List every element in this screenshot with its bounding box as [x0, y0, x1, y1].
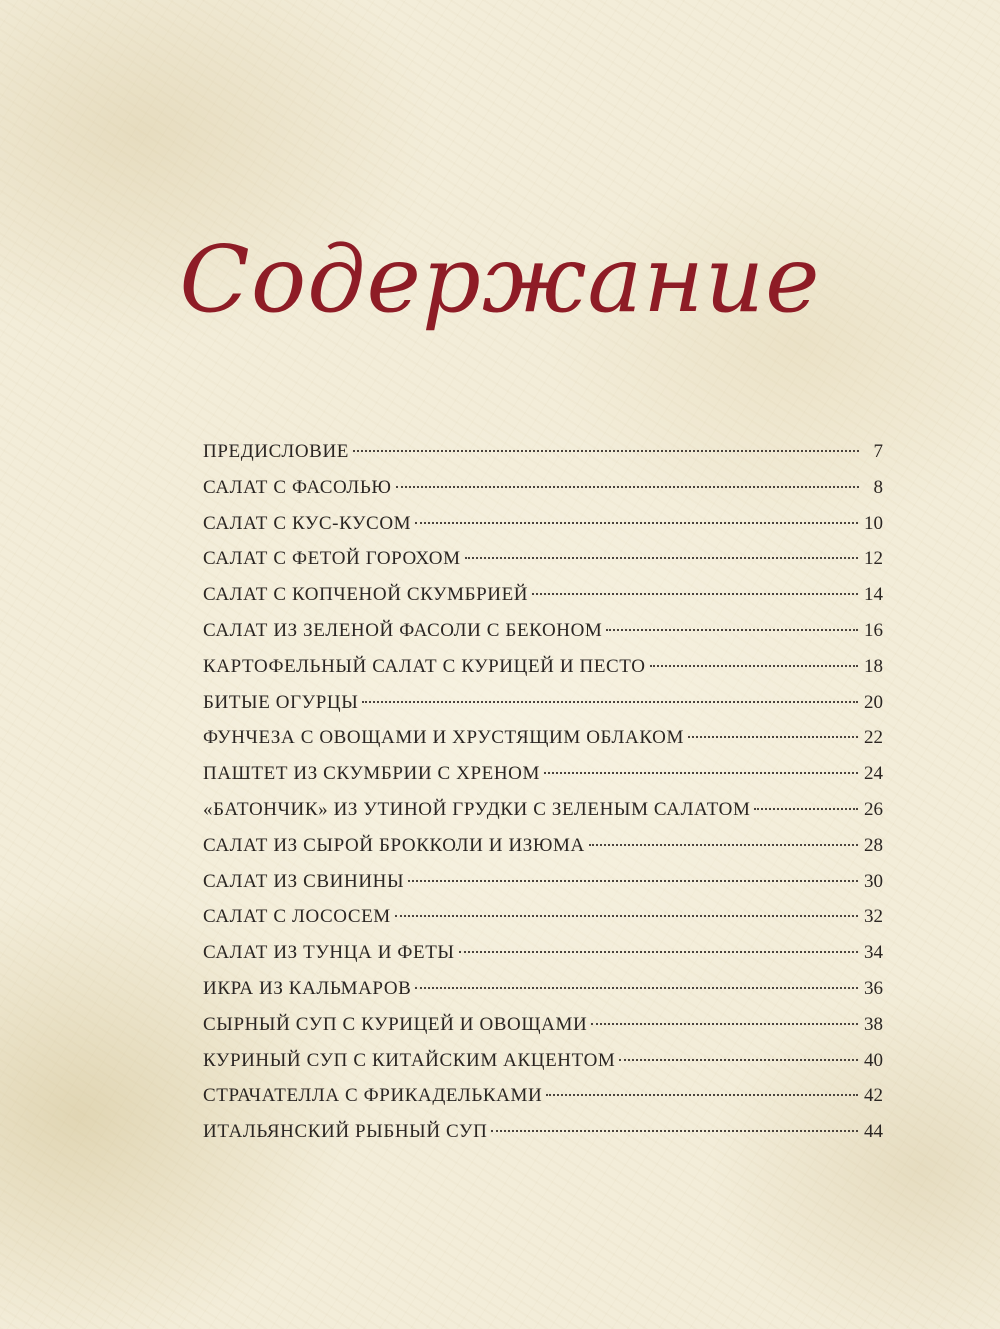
toc-entry[interactable]	[203, 864, 883, 900]
toc-entry-page-number: 8	[873, 476, 883, 498]
dot-leader	[532, 593, 858, 595]
page-title: Содержание	[179, 226, 821, 333]
toc-entry-label: САЛАТ С КУС-КУСОМ	[203, 512, 412, 534]
toc-entry[interactable]	[203, 1114, 883, 1150]
toc-entry-page-number: 12	[864, 548, 883, 570]
dot-leader	[415, 987, 858, 989]
dot-leader	[408, 880, 858, 882]
dot-leader	[546, 1094, 858, 1096]
dot-leader	[544, 772, 858, 774]
toc-entry-page-number: 44	[864, 1121, 883, 1143]
toc-entry[interactable]	[203, 935, 883, 971]
toc-entry-label: СТРАЧАТЕЛЛА С ФРИКАДЕЛЬКАМИ	[203, 1085, 543, 1107]
dot-leader	[591, 1023, 858, 1025]
toc-entry-page-number: 14	[864, 584, 883, 606]
dot-leader	[491, 1130, 858, 1132]
toc-entry[interactable]	[203, 506, 883, 542]
dot-leader	[619, 1059, 858, 1061]
toc-entry-page-number: 18	[864, 655, 883, 677]
toc-entry-page-number: 22	[864, 727, 883, 749]
toc-entry[interactable]	[203, 434, 883, 470]
toc-entry-page-number: 20	[864, 691, 883, 713]
toc-entry-page-number: 34	[864, 942, 883, 964]
dot-leader	[465, 557, 858, 559]
toc-entry-label: КУРИНЫЙ СУП С КИТАЙСКИМ АКЦЕНТОМ	[203, 1049, 616, 1071]
toc-entry[interactable]	[203, 720, 883, 756]
dot-leader	[459, 951, 858, 953]
dot-leader	[650, 665, 858, 667]
dot-leader	[353, 450, 859, 452]
toc-entry[interactable]	[203, 1078, 883, 1114]
dot-leader	[606, 629, 858, 631]
toc-entry-label: САЛАТ ИЗ ЗЕЛЕНОЙ ФАСОЛИ С БЕКОНОМ	[203, 619, 603, 641]
dot-leader	[589, 844, 858, 846]
toc-entry-label: СЫРНЫЙ СУП С КУРИЦЕЙ И ОВОЩАМИ	[203, 1013, 588, 1035]
toc-entry-label: ИКРА ИЗ КАЛЬМАРОВ	[203, 977, 412, 999]
dot-leader	[362, 701, 858, 703]
dot-leader	[415, 522, 858, 524]
toc-entry-label: САЛАТ ИЗ СЫРОЙ БРОККОЛИ И ИЗЮМА	[203, 834, 585, 856]
toc-entry[interactable]	[203, 756, 883, 792]
toc-entry-label: САЛАТ ИЗ СВИНИНЫ	[203, 870, 405, 892]
toc-entry-label: САЛАТ С КОПЧЕНОЙ СКУМБРИЕЙ	[203, 584, 529, 606]
toc-entry-page-number: 36	[864, 977, 883, 999]
toc-entry-page-number: 10	[864, 512, 883, 534]
toc-entry[interactable]	[203, 828, 883, 864]
table-of-contents	[203, 434, 883, 1150]
toc-entry-label: САЛАТ С ЛОСОСЕМ	[203, 906, 391, 928]
dot-leader	[395, 915, 858, 917]
dot-leader	[396, 486, 859, 488]
toc-entry-page-number: 16	[864, 619, 883, 641]
toc-entry-label: САЛАТ ИЗ ТУНЦА И ФЕТЫ	[203, 942, 455, 964]
toc-entry[interactable]	[203, 1043, 883, 1079]
toc-entry-page-number: 7	[873, 441, 883, 462]
toc-entry[interactable]	[203, 971, 883, 1007]
toc-entry[interactable]	[203, 649, 883, 685]
toc-entry[interactable]	[203, 577, 883, 613]
toc-entry[interactable]	[203, 1007, 883, 1043]
toc-entry[interactable]	[203, 899, 883, 935]
toc-entry-label: ПАШТЕТ ИЗ СКУМБРИИ С ХРЕНОМ	[203, 763, 541, 785]
toc-entry-label: ИТАЛЬЯНСКИЙ РЫБНЫЙ СУП	[203, 1121, 488, 1143]
toc-entry-label: САЛАТ С ФЕТОЙ ГОРОХОМ	[203, 548, 461, 570]
toc-entry-page-number: 38	[864, 1013, 883, 1035]
toc-entry-page-number: 42	[864, 1085, 883, 1107]
dot-leader	[688, 736, 858, 738]
toc-entry-label: ПРЕДИСЛОВИЕ	[203, 441, 349, 462]
toc-entry[interactable]	[203, 685, 883, 721]
toc-entry-page-number: 24	[864, 763, 883, 785]
toc-entry-label: ФУНЧЕЗА С ОВОЩАМИ И ХРУСТЯЩИМ ОБЛАКОМ	[203, 727, 684, 749]
toc-entry-label: САЛАТ С ФАСОЛЬЮ	[203, 476, 392, 498]
toc-entry[interactable]	[203, 613, 883, 649]
toc-entry[interactable]	[203, 470, 883, 506]
toc-entry-page-number: 30	[864, 870, 883, 892]
toc-entry-label: БИТЫЕ ОГУРЦЫ	[203, 691, 359, 713]
toc-entry-label: «БАТОНЧИК» ИЗ УТИНОЙ ГРУДКИ С ЗЕЛЕНЫМ САЛАТОМ	[203, 798, 751, 820]
toc-entry-page-number: 28	[864, 834, 883, 856]
toc-entry-label: КАРТОФЕЛЬНЫЙ САЛАТ С КУРИЦЕЙ И ПЕСТО	[203, 655, 646, 677]
dot-leader	[754, 808, 858, 810]
toc-entry-page-number: 40	[864, 1049, 883, 1071]
toc-entry[interactable]	[203, 541, 883, 577]
toc-entry-page-number: 32	[864, 906, 883, 928]
toc-entry[interactable]	[203, 792, 883, 828]
toc-entry-page-number: 26	[864, 798, 883, 820]
